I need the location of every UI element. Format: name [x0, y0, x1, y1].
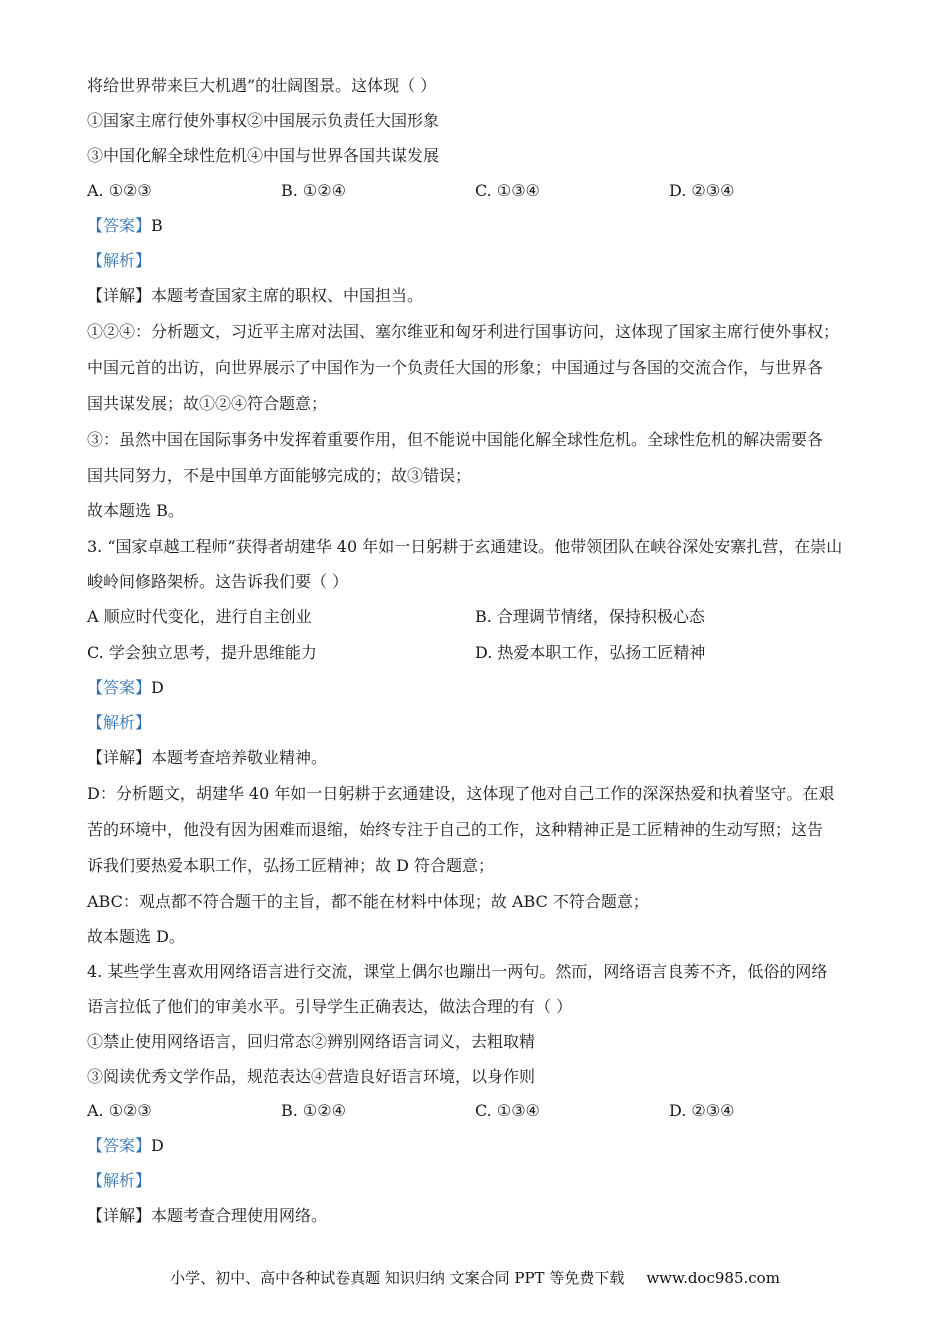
answer-tag: 【答案】: [87, 1136, 152, 1155]
choice-items: ①禁止使用网络语言，回归常态②辨别网络语言词义，去粗取精: [87, 1032, 536, 1051]
detail-tag: 【详解】: [87, 286, 152, 305]
explanation-line: 故本题选 D。: [87, 927, 185, 946]
option-c: C. 学会独立思考，提升思维能力: [87, 643, 317, 662]
choice-items: ①国家主席行使外事权②中国展示负责任大国形象: [87, 111, 440, 130]
option-a: A. ①②③: [87, 1101, 152, 1120]
option-b: B. ①②④: [281, 181, 346, 200]
detail-tag: 【详解】: [87, 748, 152, 767]
option-b: B. ①②④: [281, 1101, 346, 1120]
question-stem: 语言拉低了他们的审美水平。引导学生正确表达，做法合理的有（ ）: [87, 997, 573, 1016]
detail-tag: 【详解】: [87, 1206, 152, 1225]
question-stem: 3. “国家卓越工程师”获得者胡建华 40 年如一日躬耕于玄通建设。他带领团队在峡谷深处安寨扎营，在崇山: [87, 537, 843, 556]
explanation-line: 苦的环境中，他没有因为困难而退缩，始终专注于自己的工作，这种精神正是工匠精神的生动写照；这告: [87, 820, 824, 839]
detail-line: [87, 1206, 327, 1226]
question-stem: 将给世界带来巨大机遇”的壮阔图景。这体现（ ）: [87, 76, 437, 95]
analysis-tag: 【解析】: [87, 1171, 152, 1190]
option-c: C. ①③④: [475, 181, 540, 200]
explanation-line: D：分析题文，胡建华 40 年如一日躬耕于玄通建设，这体现了他对自己工作的深深热爱和执着坚守。在艰: [87, 784, 835, 803]
answer-value: D: [151, 1136, 164, 1155]
explanation-line: 国共同努力，不是中国单方面能够完成的；故③错误；: [87, 466, 472, 485]
choice-items: ③阅读优秀文学作品，规范表达④营造良好语言环境，以身作则: [87, 1067, 536, 1086]
answer-tag: 【答案】: [87, 678, 152, 697]
option-b: B. 合理调节情绪，保持积极心态: [475, 607, 705, 626]
answer-tag: 【答案】: [87, 216, 152, 235]
option-d: D. 热爱本职工作，弘扬工匠精神: [475, 643, 706, 662]
analysis-tag: 【解析】: [87, 713, 152, 732]
answer-line: [87, 678, 164, 698]
explanation-line: ③：虽然中国在国际事务中发挥着重要作用，但不能说中国能化解全球性危机。全球性危机的解决需要各: [87, 430, 824, 449]
answer-line: [87, 1136, 164, 1156]
option-d: D. ②③④: [669, 1101, 735, 1120]
page-footer: [0, 1268, 950, 1288]
answer-value: D: [151, 678, 164, 697]
explanation-line: 诉我们要热爱本职工作，弘扬工匠精神；故 D 符合题意；: [87, 856, 495, 875]
explanation-line: 故本题选 B。: [87, 501, 184, 520]
explanation-line: 国共谋发展；故①②④符合题意；: [87, 394, 328, 413]
option-c: C. ①③④: [475, 1101, 540, 1120]
question-stem: 4. 某些学生喜欢用网络语言进行交流，课堂上偶尔也蹦出一两句。然而，网络语言良莠不齐，低俗的网络: [87, 962, 828, 981]
option-d: D. ②③④: [669, 181, 735, 200]
question-stem: 峻岭间修路架桥。这告诉我们要（ ）: [87, 572, 349, 591]
explanation-line: 中国元首的出访，向世界展示了中国作为一个负责任大国的形象；中国通过与各国的交流合作，与世界各: [87, 358, 824, 377]
answer-value: B: [151, 216, 163, 235]
choice-items: ③中国化解全球性危机④中国与世界各国共谋发展: [87, 146, 440, 165]
option-a: A 顺应时代变化，进行自主创业: [87, 607, 312, 626]
detail-text: 本题考查培养敬业精神。: [151, 748, 328, 767]
detail-text: 本题考查国家主席的职权、中国担当。: [151, 286, 424, 305]
footer-link[interactable]: www.doc985.com: [646, 1269, 780, 1287]
option-a: A. ①②③: [87, 181, 152, 200]
footer-text: 小学、初中、高中各种试卷真题 知识归纳 文案合同 PPT 等免费下载: [170, 1269, 625, 1287]
answer-line: [87, 216, 163, 236]
detail-text: 本题考查合理使用网络。: [151, 1206, 328, 1225]
explanation-line: ABC：观点都不符合题干的主旨，都不能在材料中体现；故 ABC 不符合题意；: [87, 892, 649, 911]
detail-line: [87, 286, 423, 306]
detail-line: [87, 748, 327, 768]
analysis-tag: 【解析】: [87, 251, 152, 270]
explanation-line: ①②④：分析题文，习近平主席对法国、塞尔维亚和匈牙利进行国事访问，这体现了国家主席行使外事权；: [87, 322, 840, 341]
